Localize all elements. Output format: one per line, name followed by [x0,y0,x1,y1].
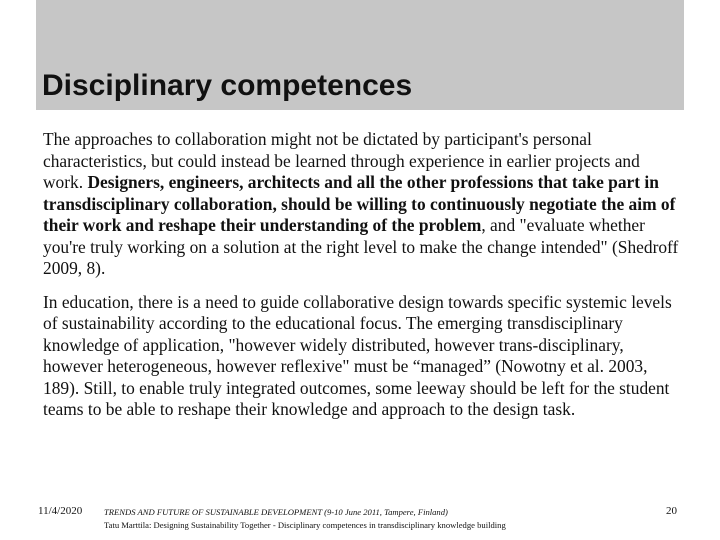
slide-title: Disciplinary competences [42,69,413,102]
footer-author: Tatu Marttila: Designing Sustainability Together - Disciplinary competences in transdisciplinary knowledge building [104,520,506,530]
page-number: 20 [666,505,677,517]
slide-body [43,129,683,433]
paragraph1-intro: The approaches to collaboration might not be dictated by participant's personal characteristics, but could instead be learned through experience in earlier projects and work. [43,129,640,192]
paragraph1-quote: , and "evaluate whether you're truly working on a solution at the right level to make the change intended" (Shedroff 2009, 8). [43,215,679,278]
paragraph-education: In education, there is a need to guide collaborative design towards specific systemic levels of sustainability according to the educational focus. The emerging transdisciplinary knowledge of application, "however widely distributed, however trans-disciplinary, however heterogeneous, however reflexive" must be “managed” (Nowotny et al. 2003, 189). Still, to enable truly integrated outcomes, some leeway should be left for the student teams to be able to reshape their knowledge and approach to the design task. [43,291,672,419]
footer-date: 11/4/2020 [38,505,83,517]
footer-event: TRENDS AND FUTURE OF SUSTAINABLE DEVELOPMENT (9-10 June 2011, Tampere, Finland) [104,507,448,517]
paragraph-collaboration [43,129,683,280]
paragraph1-bold-statement: Designers, engineers, architects and all the other professions that take part in transdisciplinary collaboration, should be willing to continuously negotiate the aim of their work and reshape their understanding of the problem [43,172,676,235]
